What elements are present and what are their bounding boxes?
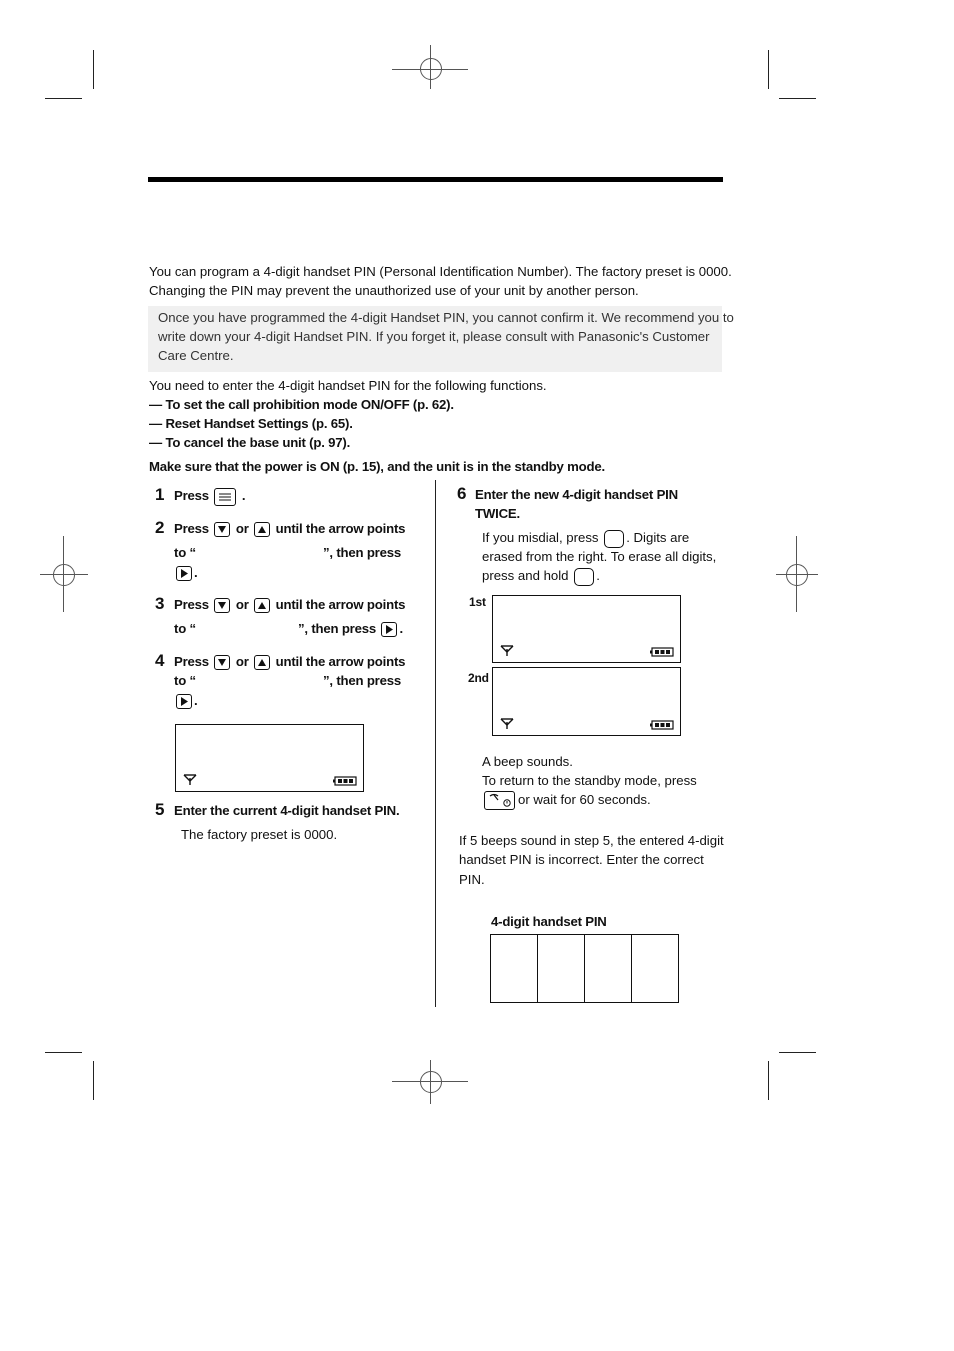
step-label: Press	[174, 597, 209, 612]
registration-line	[430, 45, 431, 89]
navigator-right-icon	[176, 566, 192, 581]
navigator-up-icon	[254, 598, 270, 613]
clear-key-icon	[574, 568, 594, 586]
navigator-up-icon	[254, 655, 270, 670]
lcd-display-1st	[492, 595, 681, 663]
antenna-icon	[500, 645, 514, 657]
step-label: until the arrow points	[275, 654, 406, 669]
note-line: Care Centre.	[158, 348, 234, 363]
step-label: .	[399, 621, 403, 636]
step-label: Press	[174, 654, 209, 669]
precondition: Make sure that the power is ON (p. 15), and the unit is in the standby mode.	[149, 459, 605, 474]
step-label: .	[241, 488, 246, 503]
step-label: .	[194, 693, 198, 708]
function-item: — To cancel the base unit (p. 97).	[149, 435, 351, 450]
step-number: 6	[457, 484, 467, 503]
step-label: Press	[174, 488, 209, 503]
crop-mark	[93, 50, 94, 89]
intro-line: Changing the PIN may prevent the unauthorized use of your unit by another person.	[149, 283, 639, 298]
step-number: 3	[155, 594, 165, 613]
navigator-right-icon	[176, 694, 192, 709]
step-label: or	[235, 521, 249, 536]
battery-icon	[650, 647, 674, 657]
note-line: write down your 4-digit Handset PIN. If you forget it, please consult with Panasonic's Customer	[158, 329, 710, 344]
navigator-right-icon	[381, 622, 397, 637]
step-4-line2-then: ”, then press	[323, 673, 402, 688]
function-item: — Reset Handset Settings (p. 65).	[149, 416, 353, 431]
off-power-key-icon	[484, 791, 515, 810]
antenna-icon	[183, 774, 197, 786]
clear-key-icon	[604, 530, 624, 548]
incorrect-pin-note: handset PIN is incorrect. Enter the correct	[459, 852, 704, 867]
section-heading-rule	[148, 177, 723, 182]
step-label: or	[235, 597, 249, 612]
crop-mark	[93, 1061, 94, 1100]
step-label: Press	[174, 521, 209, 536]
step-3-line2-then	[298, 619, 403, 638]
step-number: 2	[155, 518, 165, 537]
crop-mark	[45, 98, 82, 99]
crop-mark	[779, 98, 816, 99]
lcd-label-1st: 1st	[469, 595, 486, 609]
step-label: or wait for 60 seconds.	[518, 792, 651, 807]
step-2-line2-to: to “	[174, 545, 196, 560]
step-4-line2-to: to “	[174, 673, 196, 688]
navigator-up-icon	[254, 522, 270, 537]
step-2-line2-then: ”, then press	[323, 545, 402, 560]
step-label: .	[194, 565, 198, 580]
incorrect-pin-note: If 5 beeps sound in step 5, the entered 4-digit	[459, 833, 724, 848]
registration-line	[776, 574, 818, 575]
pin-digit-cell	[538, 935, 585, 1002]
lcd-display	[175, 724, 364, 792]
step-2-line1	[174, 519, 405, 538]
step-label: press and hold	[482, 568, 569, 583]
step-5-title: Enter the current 4-digit handset PIN.	[174, 803, 400, 818]
step-label: or	[235, 654, 249, 669]
step-6-misdial	[482, 528, 689, 548]
step-6-misdial: erased from the right. To erase all digits,	[482, 549, 717, 564]
menu-key-icon	[214, 488, 236, 506]
registration-line	[796, 536, 797, 612]
registration-line	[40, 574, 88, 575]
registration-mark	[786, 564, 808, 586]
registration-mark	[53, 564, 75, 586]
function-item: — To set the call prohibition mode ON/OFF (p. 62).	[149, 397, 454, 412]
incorrect-pin-note: PIN.	[459, 872, 485, 887]
battery-icon	[333, 776, 357, 786]
step-4-line3	[174, 691, 197, 710]
registration-line	[63, 536, 64, 612]
antenna-icon	[500, 718, 514, 730]
crop-mark	[45, 1052, 82, 1053]
navigator-down-icon	[214, 598, 230, 613]
navigator-down-icon	[214, 655, 230, 670]
step-label: If you misdial, press	[482, 530, 599, 545]
step-6-return: To return to the standby mode, press	[482, 773, 697, 788]
step-label: .	[596, 568, 600, 583]
navigator-down-icon	[214, 522, 230, 537]
step-6-title: TWICE.	[475, 506, 520, 521]
step-2-line3	[174, 563, 197, 582]
step-6-return	[484, 790, 651, 810]
step-label: until the arrow points	[275, 521, 406, 536]
pin-table-title: 4-digit handset PIN	[491, 914, 607, 929]
step-label: until the arrow points	[275, 597, 406, 612]
step-1-text	[174, 486, 245, 506]
battery-icon	[650, 720, 674, 730]
crop-mark	[768, 50, 769, 89]
pin-digit-cell	[585, 935, 632, 1002]
step-label: . Digits are	[626, 530, 690, 545]
lcd-label-2nd: 2nd	[468, 671, 489, 685]
note-box	[148, 306, 734, 372]
step-3-line2-to: to “	[174, 621, 196, 636]
intro-line: You can program a 4-digit handset PIN (Personal Identification Number). The factory preset is 0000.	[149, 264, 732, 279]
registration-line	[430, 1060, 431, 1104]
functions-intro: You need to enter the 4-digit handset PIN for the following functions.	[149, 378, 547, 393]
note-line: Once you have programmed the 4-digit Handset PIN, you cannot confirm it. We recommend you to	[158, 310, 734, 325]
step-number: 5	[155, 800, 165, 819]
registration-mark	[420, 1071, 442, 1093]
step-6-beep: A beep sounds.	[482, 754, 573, 769]
step-number: 4	[155, 651, 165, 670]
pin-digit-cell	[491, 935, 538, 1002]
step-6-title: Enter the new 4-digit handset PIN	[475, 487, 678, 502]
step-3-line1	[174, 595, 405, 614]
lcd-display-2nd	[492, 667, 681, 736]
pin-digit-cell	[632, 935, 678, 1002]
column-divider	[435, 480, 436, 1007]
step-5-body: The factory preset is 0000.	[181, 827, 338, 842]
pin-record-table	[490, 934, 679, 1003]
crop-mark	[768, 1061, 769, 1100]
step-4-line1	[174, 652, 405, 671]
step-number: 1	[155, 485, 165, 504]
step-6-misdial	[482, 566, 600, 586]
crop-mark	[779, 1052, 816, 1053]
step-label: ”, then press	[298, 621, 377, 636]
